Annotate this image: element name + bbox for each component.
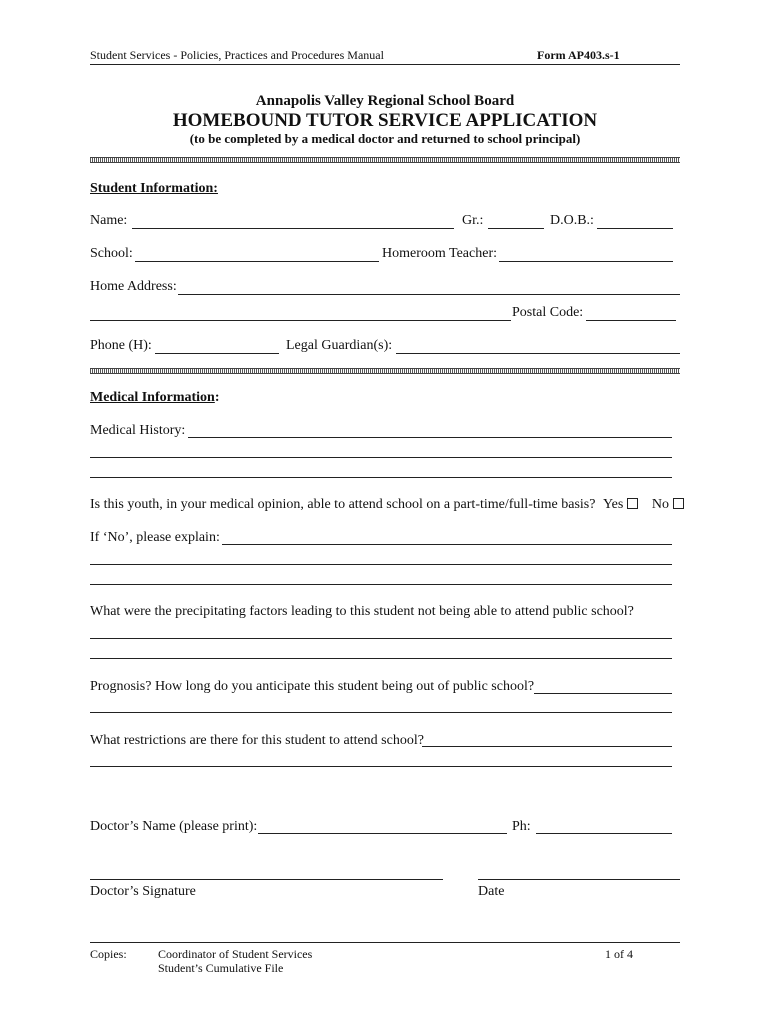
school-label: School: (90, 246, 133, 261)
student-info-heading: Student Information: (90, 181, 218, 196)
no-checkbox[interactable] (673, 498, 684, 509)
postal-code-field[interactable] (586, 320, 676, 321)
medical-history-field-line-3[interactable] (90, 477, 672, 478)
explain-field-line-3[interactable] (90, 584, 672, 585)
prognosis-field-line-1[interactable] (534, 693, 672, 694)
homeroom-field[interactable] (499, 261, 673, 262)
school-field[interactable] (135, 261, 379, 262)
grade-label: Gr.: (462, 213, 484, 228)
restrictions-question: What restrictions are there for this student to attend school? (90, 733, 424, 748)
medical-history-label: Medical History: (90, 423, 186, 438)
attend-question-text: Is this youth, in your medical opinion, able to attend school on a part-time/full-time basis? (90, 497, 596, 512)
medical-history-field-line-2[interactable] (90, 457, 672, 458)
phone-field[interactable] (155, 353, 279, 354)
explain-field-line-2[interactable] (90, 564, 672, 565)
medical-heading-text: Medical Information (90, 390, 215, 405)
prognosis-question: Prognosis? How long do you anticipate this student being out of public school? (90, 679, 535, 694)
header-rule (90, 64, 680, 65)
yes-label: Yes (602, 497, 624, 512)
attend-question (90, 497, 684, 513)
name-field[interactable] (132, 228, 454, 229)
doctor-phone-label: Ph: (512, 819, 531, 834)
medical-info-heading (90, 390, 220, 406)
name-label: Name: (90, 213, 128, 228)
date-label: Date (478, 884, 505, 899)
copy-recipient-2: Student’s Cumulative File (158, 961, 284, 975)
medical-history-field-line-1[interactable] (188, 437, 672, 438)
explain-label: If ‘No’, please explain: (90, 530, 220, 545)
grade-field[interactable] (488, 228, 544, 229)
yes-checkbox[interactable] (627, 498, 638, 509)
explain-field-line-1[interactable] (222, 544, 672, 545)
dob-field[interactable] (597, 228, 673, 229)
section-divider (90, 368, 680, 374)
factors-question: What were the precipitating factors leading to this student not being able to attend public school? (90, 604, 634, 619)
factors-field-line-1[interactable] (90, 638, 672, 639)
prognosis-field-line-2[interactable] (90, 712, 672, 713)
date-field[interactable] (478, 879, 680, 880)
board-name: Annapolis Valley Regional School Board (255, 93, 515, 109)
form-title: HOMEBOUND TUTOR SERVICE APPLICATION (172, 110, 598, 131)
guardian-label: Legal Guardian(s): (286, 338, 393, 353)
no-label: No (651, 497, 669, 512)
section-divider (90, 157, 680, 163)
address-label: Home Address: (90, 279, 177, 294)
copies-label: Copies: (90, 947, 127, 961)
footer-rule (90, 942, 680, 943)
postal-code-label: Postal Code: (512, 305, 584, 320)
medical-heading-colon: : (214, 390, 220, 405)
address-field-line-1[interactable] (178, 294, 680, 295)
copy-recipient-1: Coordinator of Student Services (158, 947, 313, 961)
homeroom-label: Homeroom Teacher: (382, 246, 497, 261)
restrictions-field-line-1[interactable] (422, 746, 672, 747)
doctor-name-label: Doctor’s Name (please print): (90, 819, 258, 834)
factors-field-line-2[interactable] (90, 658, 672, 659)
signature-label: Doctor’s Signature (90, 884, 196, 899)
doctor-name-field[interactable] (258, 833, 507, 834)
dob-label: D.O.B.: (550, 213, 594, 228)
form-id: Form AP403.s-1 (537, 48, 620, 62)
restrictions-field-line-2[interactable] (90, 766, 672, 767)
form-subtitle: (to be completed by a medical doctor and returned to school principal) (189, 131, 581, 146)
page-number: 1 of 4 (605, 947, 633, 961)
address-field-line-2[interactable] (90, 320, 511, 321)
doctor-phone-field[interactable] (536, 833, 672, 834)
signature-field[interactable] (90, 879, 443, 880)
guardian-field[interactable] (396, 353, 680, 354)
manual-title: Student Services - Policies, Practices and Procedures Manual (90, 48, 384, 62)
phone-label: Phone (H): (90, 338, 152, 353)
